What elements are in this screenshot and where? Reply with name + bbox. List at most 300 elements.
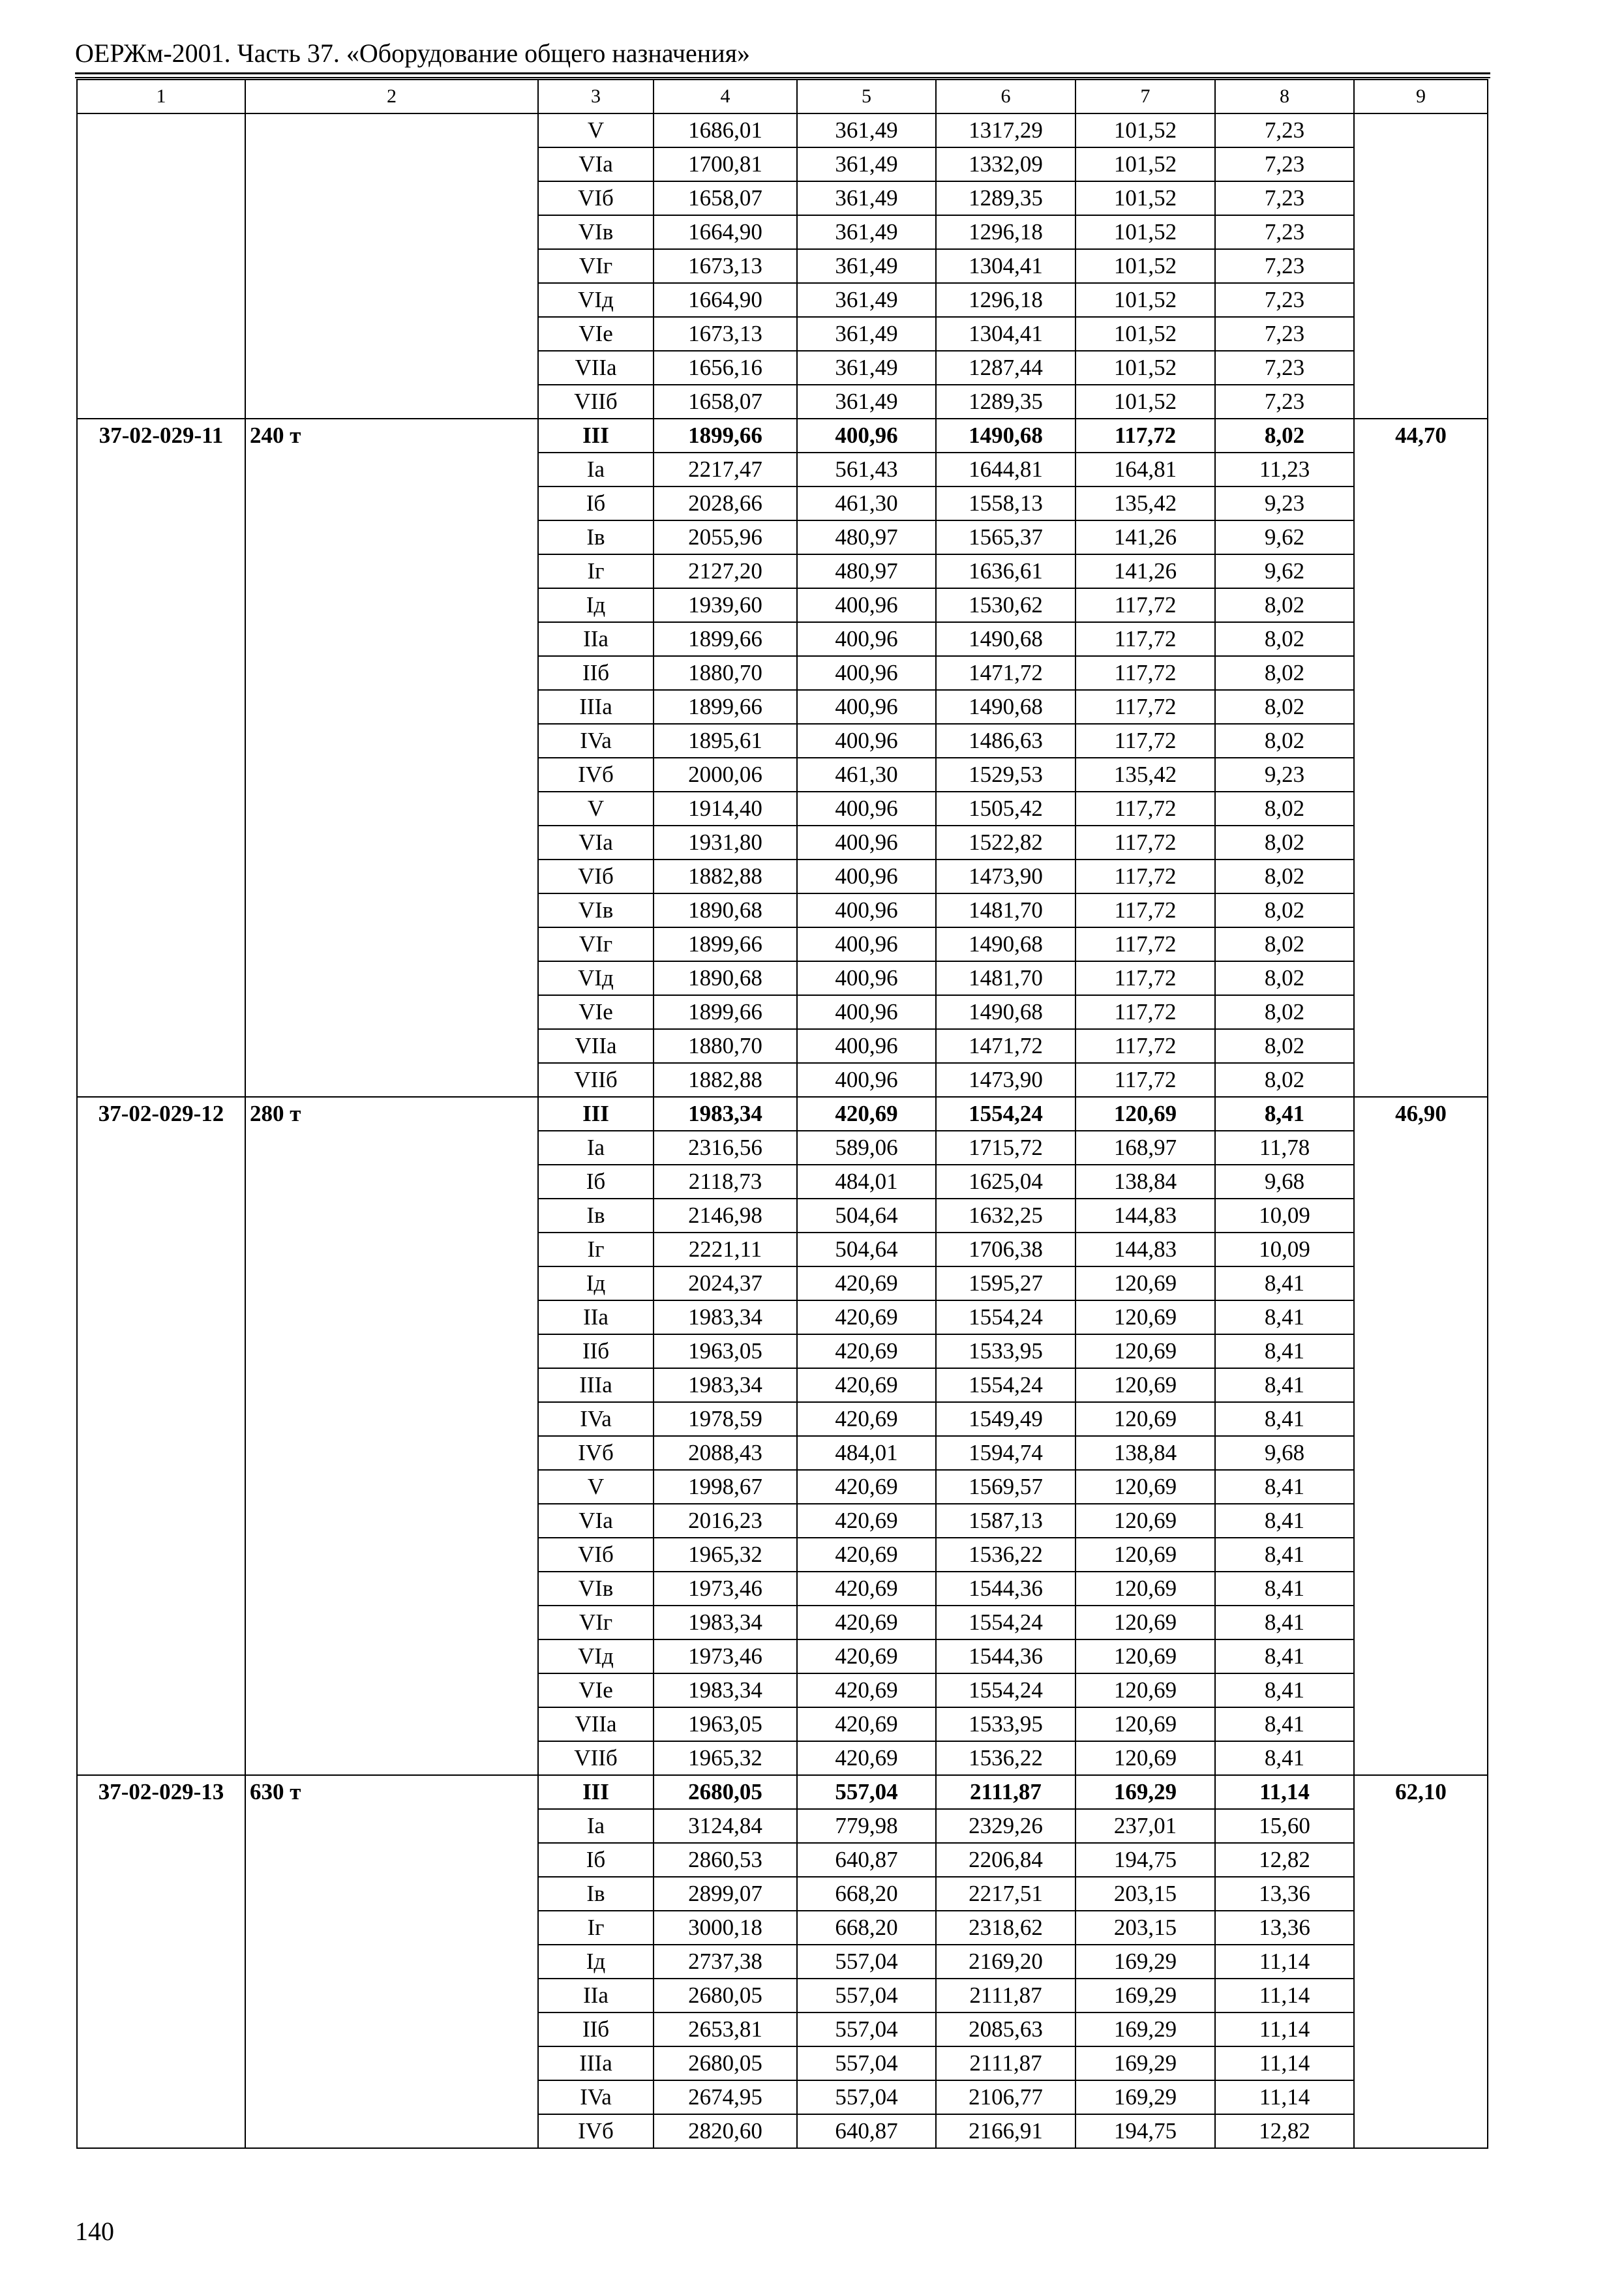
zone-cell: III (538, 1775, 654, 1809)
zone-cell: Iб (538, 486, 654, 520)
code-cell: 37-02-029-12 (77, 1097, 245, 1775)
materials-cell: 1473,90 (936, 860, 1075, 893)
wages-cell: 361,49 (797, 283, 936, 317)
machine-cost-cell: 144,83 (1075, 1233, 1215, 1266)
wages-cell: 400,96 (797, 995, 936, 1029)
materials-cell: 1317,29 (936, 113, 1075, 147)
total-cost-cell: 2820,60 (654, 2114, 797, 2148)
code-cell (77, 113, 245, 419)
materials-cell: 1296,18 (936, 215, 1075, 249)
total-cost-cell: 1983,34 (654, 1673, 797, 1707)
machine-cost-cell: 120,69 (1075, 1334, 1215, 1368)
total-cost-cell: 1658,07 (654, 181, 797, 215)
machine-cost-cell: 120,69 (1075, 1606, 1215, 1639)
materials-cell: 1544,36 (936, 1639, 1075, 1673)
machinist-wages-cell: 8,02 (1215, 1029, 1354, 1063)
machine-cost-cell: 164,81 (1075, 453, 1215, 486)
machinist-wages-cell: 7,23 (1215, 249, 1354, 283)
wages-cell: 400,96 (797, 860, 936, 893)
machine-cost-cell: 138,84 (1075, 1436, 1215, 1470)
total-cost-cell: 1890,68 (654, 961, 797, 995)
machinist-wages-cell: 8,41 (1215, 1707, 1354, 1741)
machinist-wages-cell: 8,02 (1215, 860, 1354, 893)
machine-cost-cell: 117,72 (1075, 860, 1215, 893)
zone-cell: VIд (538, 961, 654, 995)
materials-cell: 1625,04 (936, 1165, 1075, 1199)
machine-cost-cell: 117,72 (1075, 690, 1215, 724)
column-number: 4 (654, 80, 797, 113)
wages-cell: 361,49 (797, 385, 936, 419)
materials-cell: 2111,87 (936, 1775, 1075, 1809)
machine-cost-cell: 101,52 (1075, 317, 1215, 351)
machinist-wages-cell: 8,02 (1215, 927, 1354, 961)
wages-cell: 400,96 (797, 893, 936, 927)
total-cost-cell: 1899,66 (654, 690, 797, 724)
machine-cost-cell: 135,42 (1075, 486, 1215, 520)
name-cell: 630 т (245, 1775, 538, 2148)
wages-cell: 400,96 (797, 792, 936, 826)
zone-cell: Iб (538, 1843, 654, 1877)
materials-cell: 1554,24 (936, 1097, 1075, 1131)
materials-cell: 1554,24 (936, 1673, 1075, 1707)
machine-cost-cell: 117,72 (1075, 995, 1215, 1029)
total-cost-cell: 1899,66 (654, 419, 797, 453)
name-cell (245, 113, 538, 419)
machinist-wages-cell: 10,09 (1215, 1199, 1354, 1233)
materials-cell: 1490,68 (936, 622, 1075, 656)
zone-cell: Iв (538, 1877, 654, 1911)
machinist-wages-cell: 9,23 (1215, 758, 1354, 792)
wages-cell: 461,30 (797, 758, 936, 792)
total-cost-cell: 1963,05 (654, 1707, 797, 1741)
machine-cost-cell: 101,52 (1075, 147, 1215, 181)
materials-cell: 2217,51 (936, 1877, 1075, 1911)
wages-cell: 557,04 (797, 1775, 936, 1809)
machine-cost-cell: 144,83 (1075, 1199, 1215, 1233)
machinist-wages-cell: 8,41 (1215, 1334, 1354, 1368)
machine-cost-cell: 101,52 (1075, 283, 1215, 317)
total-cost-cell: 1939,60 (654, 588, 797, 622)
wages-cell: 557,04 (797, 2046, 936, 2080)
machine-cost-cell: 169,29 (1075, 2046, 1215, 2080)
machinist-wages-cell: 8,41 (1215, 1606, 1354, 1639)
column-number: 2 (245, 80, 538, 113)
materials-cell: 1473,90 (936, 1063, 1075, 1097)
zone-cell: VIг (538, 927, 654, 961)
materials-cell: 1289,35 (936, 385, 1075, 419)
machinist-wages-cell: 8,02 (1215, 893, 1354, 927)
machinist-wages-cell: 8,41 (1215, 1572, 1354, 1606)
materials-cell: 1471,72 (936, 1029, 1075, 1063)
zone-cell: VIa (538, 1504, 654, 1538)
wages-cell: 420,69 (797, 1402, 936, 1436)
zone-cell: IIIa (538, 2046, 654, 2080)
wages-cell: 420,69 (797, 1741, 936, 1775)
total-cost-cell: 1983,34 (654, 1300, 797, 1334)
machine-cost-cell: 203,15 (1075, 1911, 1215, 1945)
wages-cell: 668,20 (797, 1911, 936, 1945)
machinist-wages-cell: 8,41 (1215, 1097, 1354, 1131)
materials-cell: 1536,22 (936, 1741, 1075, 1775)
materials-cell: 1481,70 (936, 961, 1075, 995)
materials-cell: 1486,63 (936, 724, 1075, 758)
total-cost-cell: 1899,66 (654, 995, 797, 1029)
zone-cell: IIIa (538, 690, 654, 724)
wages-cell: 400,96 (797, 588, 936, 622)
wages-cell: 400,96 (797, 826, 936, 860)
materials-cell: 1522,82 (936, 826, 1075, 860)
zone-cell: VIб (538, 181, 654, 215)
total-cost-cell: 2016,23 (654, 1504, 797, 1538)
machine-cost-cell: 135,42 (1075, 758, 1215, 792)
total-cost-cell: 1664,90 (654, 283, 797, 317)
zone-cell: IVa (538, 2080, 654, 2114)
machine-cost-cell: 120,69 (1075, 1673, 1215, 1707)
wages-cell: 420,69 (797, 1606, 936, 1639)
machine-cost-cell: 120,69 (1075, 1097, 1215, 1131)
machine-cost-cell: 117,72 (1075, 622, 1215, 656)
machinist-wages-cell: 8,41 (1215, 1741, 1354, 1775)
wages-cell: 361,49 (797, 249, 936, 283)
total-cost-cell: 2127,20 (654, 554, 797, 588)
wages-cell: 420,69 (797, 1266, 936, 1300)
column-number: 8 (1215, 80, 1354, 113)
wages-cell: 504,64 (797, 1233, 936, 1266)
zone-cell: Ia (538, 1809, 654, 1843)
wages-cell: 420,69 (797, 1538, 936, 1572)
materials-cell: 1632,25 (936, 1199, 1075, 1233)
machine-cost-cell: 101,52 (1075, 181, 1215, 215)
total-cost-cell: 1895,61 (654, 724, 797, 758)
wages-cell: 561,43 (797, 453, 936, 486)
machine-cost-cell: 120,69 (1075, 1266, 1215, 1300)
zone-cell: Iд (538, 1266, 654, 1300)
header-rule (75, 72, 1490, 78)
machinist-wages-cell: 8,02 (1215, 690, 1354, 724)
column-number: 7 (1075, 80, 1215, 113)
machine-cost-cell: 117,72 (1075, 724, 1215, 758)
zone-cell: VIa (538, 147, 654, 181)
machinist-wages-cell: 8,02 (1215, 656, 1354, 690)
wages-cell: 400,96 (797, 724, 936, 758)
materials-cell: 1554,24 (936, 1606, 1075, 1639)
zone-cell: VIIa (538, 1029, 654, 1063)
zone-cell: IVб (538, 2114, 654, 2148)
machinist-wages-cell: 8,41 (1215, 1402, 1354, 1436)
machinist-wages-cell: 11,14 (1215, 1775, 1354, 1809)
materials-cell: 1471,72 (936, 656, 1075, 690)
machinist-wages-cell: 8,02 (1215, 724, 1354, 758)
column-number: 6 (936, 80, 1075, 113)
materials-cell: 1565,37 (936, 520, 1075, 554)
zone-cell: Iд (538, 588, 654, 622)
zone-cell: IVб (538, 758, 654, 792)
wages-cell: 361,49 (797, 215, 936, 249)
materials-cell: 1481,70 (936, 893, 1075, 927)
zone-cell: Iб (538, 1165, 654, 1199)
total-cost-cell: 3124,84 (654, 1809, 797, 1843)
machine-cost-cell: 138,84 (1075, 1165, 1215, 1199)
machine-cost-cell: 101,52 (1075, 113, 1215, 147)
machinist-wages-cell: 9,68 (1215, 1436, 1354, 1470)
machinist-wages-cell: 7,23 (1215, 181, 1354, 215)
total-cost-cell: 1664,90 (654, 215, 797, 249)
total-cost-cell: 2055,96 (654, 520, 797, 554)
wages-cell: 484,01 (797, 1165, 936, 1199)
total-cost-cell: 1899,66 (654, 927, 797, 961)
zone-cell: VIIa (538, 351, 654, 385)
machine-cost-cell: 120,69 (1075, 1504, 1215, 1538)
zone-cell: V (538, 792, 654, 826)
zone-cell: III (538, 419, 654, 453)
machinist-wages-cell: 7,23 (1215, 317, 1354, 351)
zone-cell: VIa (538, 826, 654, 860)
machine-cost-cell: 117,72 (1075, 588, 1215, 622)
machinist-wages-cell: 9,23 (1215, 486, 1354, 520)
materials-cell: 1595,27 (936, 1266, 1075, 1300)
page-number: 140 (75, 2217, 114, 2246)
machine-cost-cell: 101,52 (1075, 385, 1215, 419)
materials-cell: 1587,13 (936, 1504, 1075, 1538)
materials-cell: 1529,53 (936, 758, 1075, 792)
machinist-wages-cell: 9,62 (1215, 554, 1354, 588)
total-cost-cell: 2088,43 (654, 1436, 797, 1470)
materials-cell: 1490,68 (936, 995, 1075, 1029)
wages-cell: 640,87 (797, 1843, 936, 1877)
total-cost-cell: 2653,81 (654, 2012, 797, 2046)
machinist-wages-cell: 11,14 (1215, 2080, 1354, 2114)
machine-cost-cell: 168,97 (1075, 1131, 1215, 1165)
materials-cell: 2111,87 (936, 2046, 1075, 2080)
machine-cost-cell: 120,69 (1075, 1300, 1215, 1334)
machinist-wages-cell: 12,82 (1215, 1843, 1354, 1877)
zone-cell: V (538, 1470, 654, 1504)
machine-cost-cell: 169,29 (1075, 2080, 1215, 2114)
total-cost-cell: 1965,32 (654, 1741, 797, 1775)
zone-cell: IIб (538, 1334, 654, 1368)
zone-cell: VIIб (538, 385, 654, 419)
zone-cell: VIб (538, 860, 654, 893)
wages-cell: 400,96 (797, 961, 936, 995)
wages-cell: 480,97 (797, 554, 936, 588)
machine-cost-cell: 120,69 (1075, 1402, 1215, 1436)
zone-cell: VIв (538, 1572, 654, 1606)
materials-cell: 1533,95 (936, 1334, 1075, 1368)
total-cost-cell: 2860,53 (654, 1843, 797, 1877)
machinist-wages-cell: 8,02 (1215, 961, 1354, 995)
zone-cell: IIa (538, 622, 654, 656)
materials-cell: 1304,41 (936, 317, 1075, 351)
total-cost-cell: 2146,98 (654, 1199, 797, 1233)
wages-cell: 361,49 (797, 317, 936, 351)
machine-cost-cell: 120,69 (1075, 1538, 1215, 1572)
zone-cell: IIб (538, 656, 654, 690)
machinist-wages-cell: 11,14 (1215, 2012, 1354, 2046)
zone-cell: Iг (538, 554, 654, 588)
materials-cell: 1569,57 (936, 1470, 1075, 1504)
total-cost-cell: 2217,47 (654, 453, 797, 486)
wages-cell: 361,49 (797, 181, 936, 215)
wages-cell: 420,69 (797, 1707, 936, 1741)
machine-cost-cell: 101,52 (1075, 215, 1215, 249)
wages-cell: 504,64 (797, 1199, 936, 1233)
name-cell: 280 т (245, 1097, 538, 1775)
machinist-wages-cell: 7,23 (1215, 283, 1354, 317)
materials-cell: 1706,38 (936, 1233, 1075, 1266)
machine-cost-cell: 194,75 (1075, 2114, 1215, 2148)
zone-cell: VIIб (538, 1741, 654, 1775)
materials-cell: 2085,63 (936, 2012, 1075, 2046)
zone-cell: VIe (538, 995, 654, 1029)
total-cost-cell: 2024,37 (654, 1266, 797, 1300)
wages-cell: 361,49 (797, 113, 936, 147)
zone-cell: Iг (538, 1233, 654, 1266)
machine-cost-cell: 194,75 (1075, 1843, 1215, 1877)
price-cell (1354, 113, 1488, 419)
total-cost-cell: 1931,80 (654, 826, 797, 860)
materials-cell: 1558,13 (936, 486, 1075, 520)
machine-cost-cell: 117,72 (1075, 927, 1215, 961)
zone-cell: IIa (538, 1979, 654, 2012)
materials-cell: 1296,18 (936, 283, 1075, 317)
zone-cell: VIIa (538, 1707, 654, 1741)
machinist-wages-cell: 9,62 (1215, 520, 1354, 554)
wages-cell: 668,20 (797, 1877, 936, 1911)
materials-cell: 1530,62 (936, 588, 1075, 622)
machinist-wages-cell: 8,02 (1215, 792, 1354, 826)
machinist-wages-cell: 8,41 (1215, 1266, 1354, 1300)
zone-cell: Ia (538, 453, 654, 486)
materials-cell: 1544,36 (936, 1572, 1075, 1606)
machinist-wages-cell: 13,36 (1215, 1911, 1354, 1945)
total-cost-cell: 1890,68 (654, 893, 797, 927)
total-cost-cell: 1880,70 (654, 656, 797, 690)
wages-cell: 461,30 (797, 486, 936, 520)
wages-cell: 480,97 (797, 520, 936, 554)
machinist-wages-cell: 8,41 (1215, 1504, 1354, 1538)
wages-cell: 400,96 (797, 656, 936, 690)
machinist-wages-cell: 11,23 (1215, 453, 1354, 486)
materials-cell: 1549,49 (936, 1402, 1075, 1436)
price-cell: 46,90 (1354, 1097, 1488, 1775)
zone-cell: VIб (538, 1538, 654, 1572)
machine-cost-cell: 117,72 (1075, 792, 1215, 826)
machinist-wages-cell: 7,23 (1215, 113, 1354, 147)
zone-cell: VIг (538, 1606, 654, 1639)
wages-cell: 420,69 (797, 1504, 936, 1538)
total-cost-cell: 1914,40 (654, 792, 797, 826)
wages-cell: 557,04 (797, 2012, 936, 2046)
table-row (77, 1097, 1488, 1131)
price-table (76, 79, 1488, 2149)
machine-cost-cell: 120,69 (1075, 1368, 1215, 1402)
zone-cell: VIд (538, 1639, 654, 1673)
zone-cell: IVa (538, 1402, 654, 1436)
machinist-wages-cell: 11,14 (1215, 1979, 1354, 2012)
column-number: 9 (1354, 80, 1488, 113)
materials-cell: 1715,72 (936, 1131, 1075, 1165)
machinist-wages-cell: 7,23 (1215, 147, 1354, 181)
total-cost-cell: 1880,70 (654, 1029, 797, 1063)
zone-cell: IIIa (538, 1368, 654, 1402)
wages-cell: 400,96 (797, 927, 936, 961)
machinist-wages-cell: 15,60 (1215, 1809, 1354, 1843)
total-cost-cell: 1973,46 (654, 1572, 797, 1606)
materials-cell: 1304,41 (936, 249, 1075, 283)
total-cost-cell: 2680,05 (654, 1979, 797, 2012)
total-cost-cell: 2680,05 (654, 2046, 797, 2080)
column-number: 3 (538, 80, 654, 113)
zone-cell: VIe (538, 317, 654, 351)
total-cost-cell: 1983,34 (654, 1097, 797, 1131)
machine-cost-cell: 101,52 (1075, 351, 1215, 385)
wages-cell: 420,69 (797, 1334, 936, 1368)
wages-cell: 589,06 (797, 1131, 936, 1165)
total-cost-cell: 1673,13 (654, 317, 797, 351)
machine-cost-cell: 169,29 (1075, 2012, 1215, 2046)
total-cost-cell: 1882,88 (654, 1063, 797, 1097)
machine-cost-cell: 117,72 (1075, 656, 1215, 690)
zone-cell: VIв (538, 215, 654, 249)
wages-cell: 420,69 (797, 1097, 936, 1131)
zone-cell: VIв (538, 893, 654, 927)
zone-cell: IVб (538, 1436, 654, 1470)
zone-cell: Iг (538, 1911, 654, 1945)
materials-cell: 1554,24 (936, 1368, 1075, 1402)
machine-cost-cell: 117,72 (1075, 419, 1215, 453)
machine-cost-cell: 117,72 (1075, 1063, 1215, 1097)
materials-cell: 1536,22 (936, 1538, 1075, 1572)
machinist-wages-cell: 9,68 (1215, 1165, 1354, 1199)
zone-cell: IIa (538, 1300, 654, 1334)
price-cell: 44,70 (1354, 419, 1488, 1097)
total-cost-cell: 1673,13 (654, 249, 797, 283)
wages-cell: 420,69 (797, 1673, 936, 1707)
total-cost-cell: 2028,66 (654, 486, 797, 520)
total-cost-cell: 2737,38 (654, 1945, 797, 1979)
zone-cell: III (538, 1097, 654, 1131)
machine-cost-cell: 141,26 (1075, 554, 1215, 588)
total-cost-cell: 1978,59 (654, 1402, 797, 1436)
total-cost-cell: 2899,07 (654, 1877, 797, 1911)
machinist-wages-cell: 8,41 (1215, 1470, 1354, 1504)
total-cost-cell: 2316,56 (654, 1131, 797, 1165)
page-title: ОЕРЖм-2001. Часть 37. «Оборудование общего назначения» (75, 38, 750, 68)
total-cost-cell: 2680,05 (654, 1775, 797, 1809)
column-number: 1 (77, 80, 245, 113)
machine-cost-cell: 120,69 (1075, 1470, 1215, 1504)
zone-cell: V (538, 113, 654, 147)
machine-cost-cell: 169,29 (1075, 1775, 1215, 1809)
wages-cell: 400,96 (797, 1029, 936, 1063)
machinist-wages-cell: 11,14 (1215, 1945, 1354, 1979)
machine-cost-cell: 120,69 (1075, 1707, 1215, 1741)
materials-cell: 1490,68 (936, 419, 1075, 453)
machinist-wages-cell: 10,09 (1215, 1233, 1354, 1266)
materials-cell: 1490,68 (936, 927, 1075, 961)
machinist-wages-cell: 8,02 (1215, 419, 1354, 453)
total-cost-cell: 2000,06 (654, 758, 797, 792)
materials-cell: 1490,68 (936, 690, 1075, 724)
machine-cost-cell: 203,15 (1075, 1877, 1215, 1911)
table-body (77, 80, 1488, 2148)
machine-cost-cell: 237,01 (1075, 1809, 1215, 1843)
zone-cell: Iд (538, 1945, 654, 1979)
materials-cell: 1594,74 (936, 1436, 1075, 1470)
machine-cost-cell: 120,69 (1075, 1639, 1215, 1673)
total-cost-cell: 1983,34 (654, 1606, 797, 1639)
zone-cell: VIIб (538, 1063, 654, 1097)
